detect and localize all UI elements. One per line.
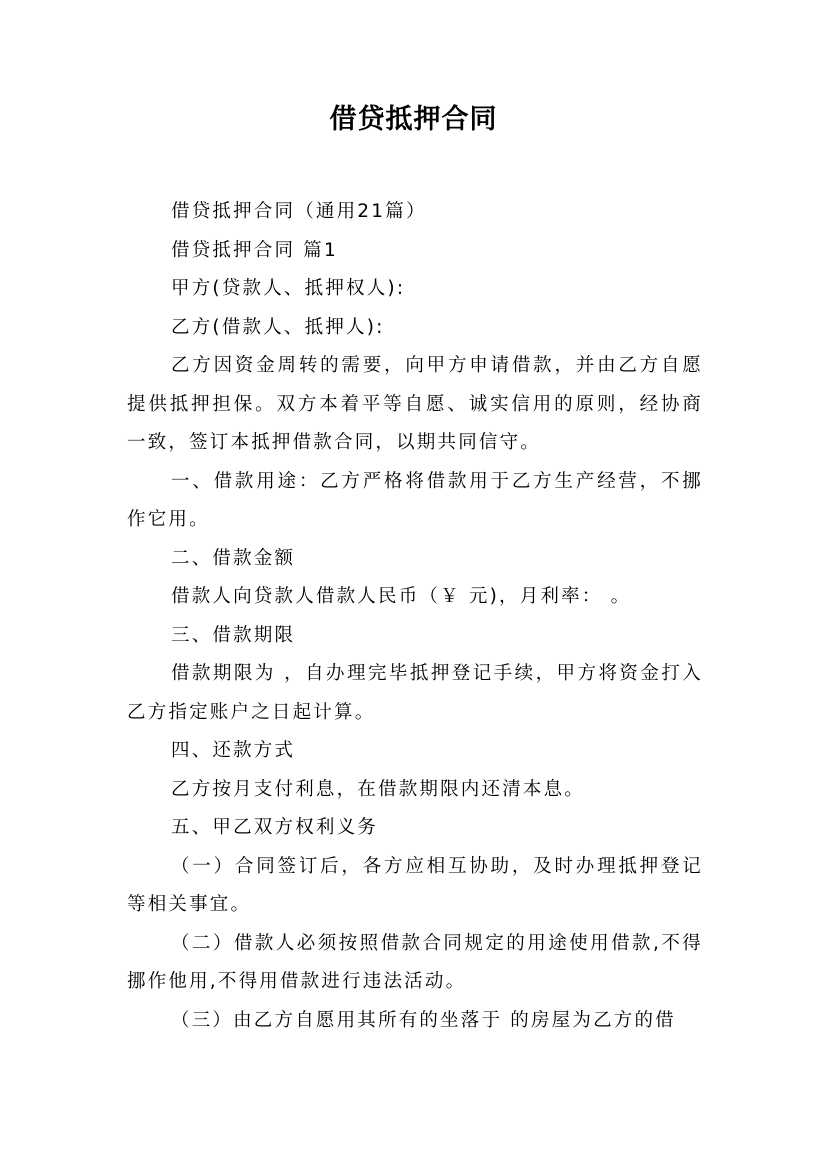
paragraph: 乙方按月支付利息，在借款期限内还清本息。	[171, 778, 586, 800]
paragraph: （三）由乙方自愿用其所有的坐落于 的房屋为乙方的借	[171, 1009, 676, 1031]
paragraph: 借款人向贷款人借款人民币（￥ 元)，月利率： 。	[171, 586, 632, 607]
paragraph: 一、借款用途：乙方严格将借款用于乙方生产经营，不挪作它用。	[127, 470, 703, 530]
document-title: 借贷抵押合同	[329, 104, 498, 135]
paragraph: 借贷抵押合同（通用21篇）	[171, 201, 427, 222]
paragraph: （二）借款人必须按照借款合同规定的用途使用借款,不得挪作他用,不得用借款进行违法活动。	[127, 932, 703, 992]
paragraph: 借贷抵押合同 篇1	[171, 239, 338, 261]
paragraph: 五、甲乙双方权利义务	[171, 817, 379, 838]
paragraph: 乙方因资金周转的需要，向甲方申请借款，并由乙方自愿提供抵押担保。双方本着平等自愿、诚实信用的原则，经协商一致，签订本抵押借款合同，以期共同信守。	[127, 355, 703, 453]
paragraph: （一）合同签订后，各方应相互协助，及时办理抵押登记等相关事宜。	[127, 855, 703, 915]
paragraph: 借款期限为 ，自办理完毕抵押登记手续，甲方将资金打入乙方指定账户之日起计算。	[127, 663, 703, 723]
paragraph: 四、还款方式	[171, 740, 296, 761]
paragraph: 乙方(借款人、抵押人):	[171, 316, 385, 338]
paragraph: 三、借款期限	[171, 624, 296, 646]
paragraph: 二、借款金额	[171, 547, 296, 569]
document-body	[127, 193, 703, 1040]
paragraph: 甲方(贷款人、抵押权人):	[171, 278, 406, 299]
